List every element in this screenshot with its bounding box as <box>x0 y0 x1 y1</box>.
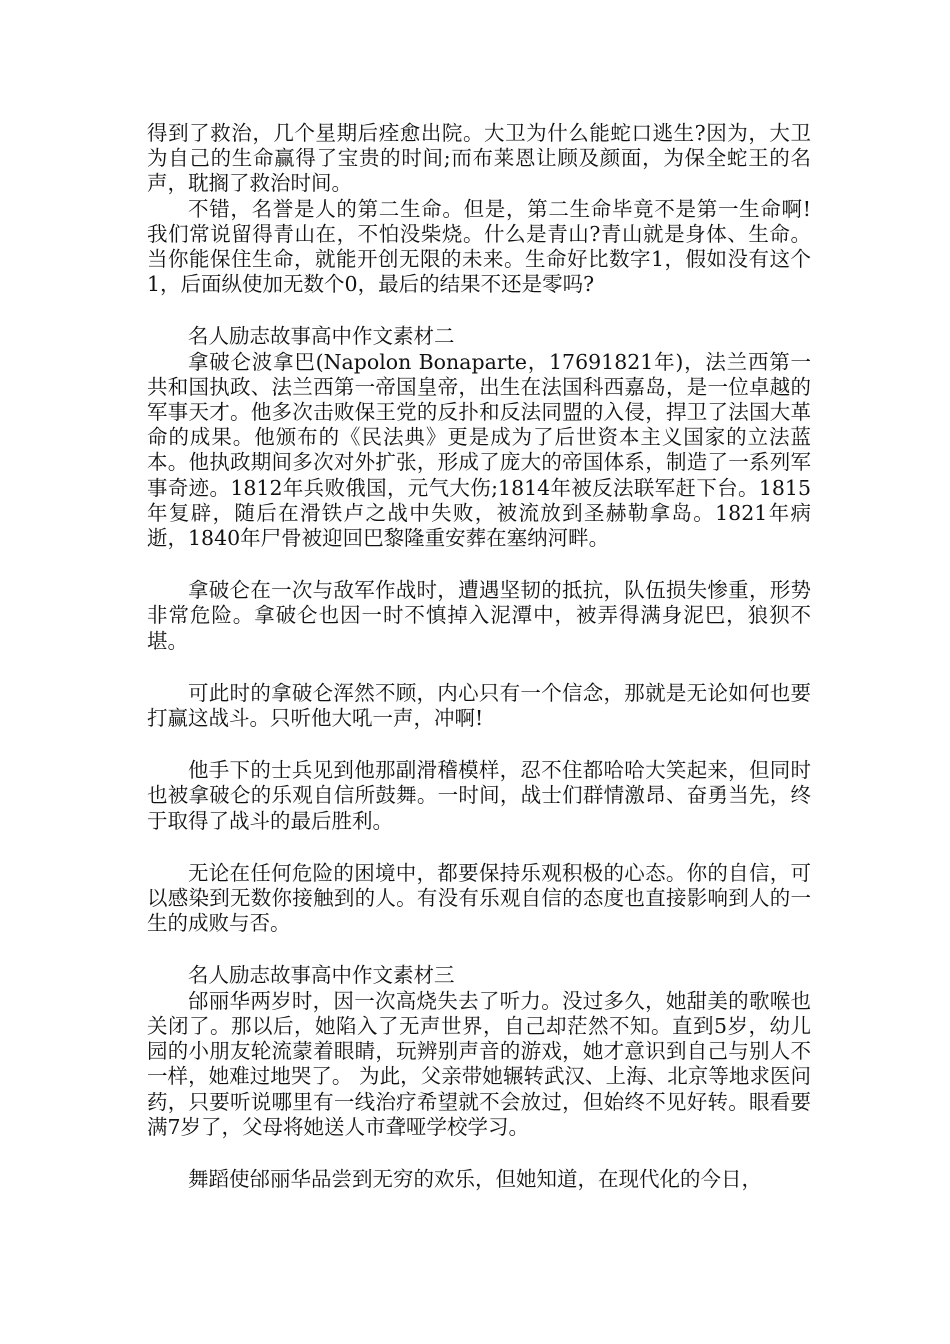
paragraph-gap <box>147 654 811 681</box>
paragraph-gap <box>147 551 811 578</box>
paragraph-1: 得到了救治，几个星期后痊愈出院。大卫为什么能蛇口逃生?因为，大卫为自己的生命赢得了宝贵的时间;而布莱恩让顾及颜面，为保全蛇王的名声，耽搁了救治时间。 <box>147 121 811 196</box>
paragraph-napoleon-battle: 拿破仑在一次与敌军作战时，遭遇坚韧的抵抗，队伍损失惨重，形势非常危险。拿破仑也因一时不慎掉入泥潭中，被弄得满身泥巴，狼狈不堪。 <box>147 578 811 653</box>
paragraph-tai-lihua: 邰丽华两岁时，因一次高烧失去了听力。没过多久，她甜美的歌喉也关闭了。那以后，她陷入了无声世界，自己却茫然不知。直到5岁，幼儿园的小朋友轮流蒙着眼睛，玩辨别声音的游戏，她才意识到自己与别人不一样，她难过地哭了。 为此，父亲带她辗转武汉、上海、北京等地求医问药，只要听说哪里有一线治疗希望就不会放过，但始终不见好转。眼看要满7岁了，父母将她送人市聋哑学校学习。 <box>147 988 811 1139</box>
paragraph-optimism: 无论在任何危险的困境中，都要保持乐观积极的心态。你的自信，可以感染到无数你接触到的人。有没有乐观自信的态度也直接影响到人的一生的成败与否。 <box>147 860 811 936</box>
paragraph-napoleon-soldiers: 他手下的士兵见到他那副滑稽模样，忍不住都哈哈大笑起来，但同时也被拿破仑的乐观自信所鼓舞。一时间，战士们群情激昂、奋勇当先，终于取得了战斗的最后胜利。 <box>147 758 811 833</box>
paragraph-gap <box>147 834 811 861</box>
paragraph-gap <box>147 731 811 758</box>
paragraph-gap <box>147 936 811 963</box>
paragraph-napoleon-bio: 拿破仑波拿巴(Napolon Bonaparte，17691821年)，法兰西第一共和国执政、法兰西第一帝国皇帝，出生在法国科西嘉岛，是一位卓越的军事天才。他多次击败保王党的反扑和反法同盟的入侵，捍卫了法国大革命的成果。他颁布的《民法典》更是成为了后世资本主义国家的立法蓝本。他执政期间多次对外扩张，形成了庞大的帝国体系，制造了一系列军事奇迹。1812年兵败俄国，元气大伤;1814年被反法联军赶下台。1815年复辟，随后在滑铁卢之战中失败，被流放到圣赫勒拿岛。1821年病逝，1840年尸骨被迎回巴黎隆重安葬在塞纳河畔。 <box>147 349 811 551</box>
section-heading-3: 名人励志故事高中作文素材三 <box>188 963 455 988</box>
document-page <box>147 121 811 1192</box>
paragraph-gap <box>147 297 811 324</box>
paragraph-2: 不错，名誉是人的第二生命。但是，第二生命毕竟不是第一生命啊!我们常说留得青山在，不怕没柴烧。什么是青山?青山就是身体、生命。当你能保住生命，就能开创无限的未来。生命好比数字1，假如没有这个1，后面纵使加无数个0，最后的结果不还是零吗? <box>147 196 811 297</box>
section-heading-2: 名人励志故事高中作文素材二 <box>188 324 455 349</box>
paragraph-dance: 舞蹈使邰丽华品尝到无穷的欢乐，但她知道，在现代化的今日， <box>188 1166 762 1191</box>
paragraph-napoleon-charge: 可此时的拿破仑浑然不顾，内心只有一个信念，那就是无论如何也要打赢这战斗。只听他大吼一声，冲啊! <box>147 680 811 731</box>
paragraph-gap <box>147 1140 811 1167</box>
